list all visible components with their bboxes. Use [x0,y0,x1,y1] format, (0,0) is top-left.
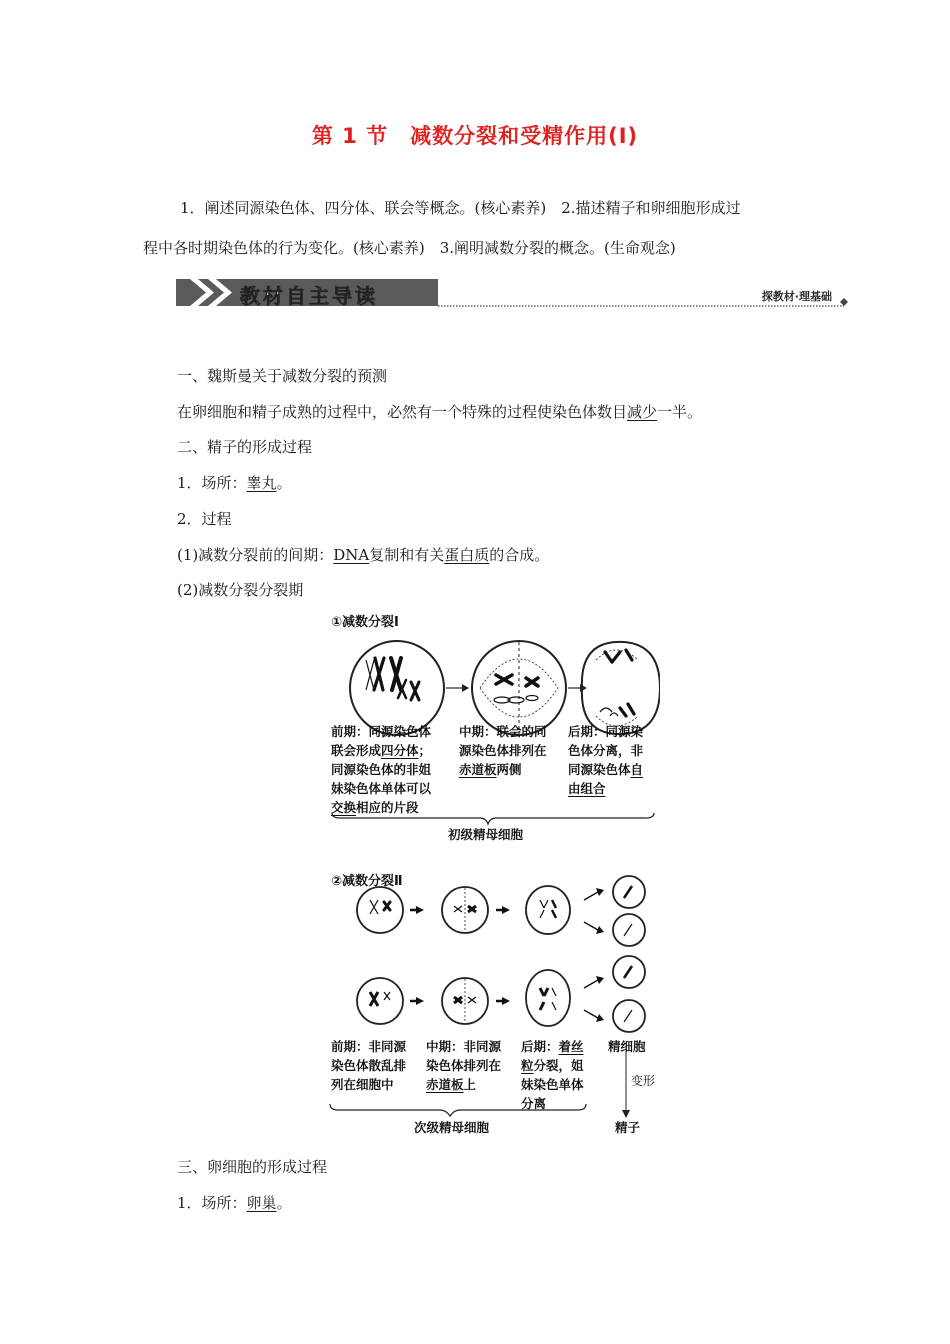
prophase-2-caption [331,1037,426,1094]
meiosis-2-diagram [320,870,660,1135]
section-heading-2: 二、精子的形成过程 [177,438,313,456]
answer-blank: 减少 [627,403,658,421]
objectives-line-2: 程中各时期染色体的行为变化。(核心素养) 3.阐明减数分裂的概念。(生命观念) [143,239,676,257]
answer-blank: 着丝 [558,1039,584,1054]
metaphase-2-cell-top [442,887,488,933]
text-run: 一半。 [657,403,703,421]
caption-line: 妹染色体单体可以 [331,781,432,796]
sperm-label: 精子 [615,1120,641,1135]
answer-blank: 蛋白质 [444,546,490,564]
section-heading-3: 三、卵细胞的形成过程 [177,1158,328,1176]
prophase-2-cell-top [357,887,403,933]
text-run: 1．场所： [177,474,247,492]
caption-line: 前期：非同源 [331,1039,407,1054]
text-run: 的合成。 [489,546,550,564]
brace-label-secondary: 次级精母细胞 [414,1120,490,1135]
sperm-cell-2 [613,914,645,946]
text-run: 。 [276,1194,292,1212]
text-run: 在卵细胞和精子成熟的过程中，必然有一个特殊的过程使染色体数目 [177,403,628,421]
text-run: 复制和有关 [369,546,445,564]
text-run: (1)减数分裂前的间期： [177,546,334,564]
interphase-text [177,545,549,565]
caption-line: 相应的片段 [356,800,419,815]
caption-line: 分离 [521,1096,547,1111]
transform-label: 变形 [631,1074,656,1088]
answer-blank: 由组合 [568,781,606,796]
sperm-process-heading: 2．过程 [177,510,232,528]
metaphase-2-caption [426,1037,521,1094]
caption-line: 中期：非同源 [426,1039,502,1054]
text-run: 。 [276,474,292,492]
caption-line: 染色体散乱排 [331,1058,407,1073]
sperm-cell-1 [613,876,645,908]
sperm-cell-label: 精细胞 [608,1039,646,1054]
caption-line: 两侧 [496,762,522,777]
diagram-2-label: ②减数分裂Ⅱ [331,874,403,889]
caption-line: 联会形成 [331,743,382,758]
anaphase-2-cell-top [526,886,570,934]
section-heading-1: 一、魏斯曼关于减数分裂的预测 [177,367,388,385]
caption-line: 色体分离，非 [568,743,644,758]
answer-blank: 赤道板 [426,1077,464,1092]
answer-blank: 粒 [521,1058,534,1073]
prophase-2-cell-bottom [357,978,403,1024]
caption-line: 前期：同源染色体 [331,724,432,739]
caption-line: ； [418,743,432,758]
anaphase-2-caption [521,1037,601,1113]
anaphase-1-cell [582,642,660,734]
metaphase-2-cell-bottom [442,978,488,1024]
sperm-cell-4 [613,1000,645,1032]
caption-line: 列在细胞中 [331,1077,394,1092]
prophase-1-caption [331,722,456,817]
answer-blank: 睾丸 [246,474,277,492]
banner-title: 教材自主导读 [240,284,378,308]
answer-blank: 卵巢 [246,1194,277,1212]
caption-line: 妹染色单体 [521,1077,584,1092]
answer-blank: DNA [333,546,370,564]
text-run: 1．场所： [177,1194,247,1212]
anaphase-1-caption [568,722,660,798]
caption-line: 中期：联会的同 [459,724,547,739]
sperm-cell-3 [613,956,645,988]
anaphase-2-cell-bottom [526,970,570,1026]
answer-blank: 自 [630,762,644,777]
metaphase-1-caption [459,722,567,779]
division-phase-heading: (2)减数分裂分裂期 [177,581,304,599]
caption-line: 分裂，姐 [533,1058,584,1073]
metaphase-1-cell [472,641,566,735]
caption-line: 上 [463,1077,477,1092]
answer-blank: 赤道板 [459,762,497,777]
answer-blank: 四分体 [381,743,419,758]
answer-blank: 交换 [331,800,357,815]
brace-label-primary: 初级精母细胞 [448,827,524,842]
page-title: 第 1 节 减数分裂和受精作用(Ⅰ) [311,124,639,148]
caption-line: 源染色体排列在 [459,743,547,758]
banner-subtitle: 探教材·理基础 [761,290,832,303]
caption-line: 后期：同源染 [568,724,644,739]
caption-line: 染色体排列在 [426,1058,502,1073]
caption-line: 同源染色体的非姐 [331,762,432,777]
objectives-line-1: 1．阐述同源染色体、四分体、联会等概念。(核心素养) 2.描述精子和卵细胞形成过 [180,199,741,217]
caption-line: 同源染色体 [568,762,631,777]
section-1-text [177,402,702,422]
egg-place [177,1193,292,1213]
caption-line: 后期： [521,1039,559,1054]
diagram-1-label: ①减数分裂Ⅰ [331,615,399,630]
prophase-1-cell [350,641,444,735]
sperm-place [177,473,292,493]
